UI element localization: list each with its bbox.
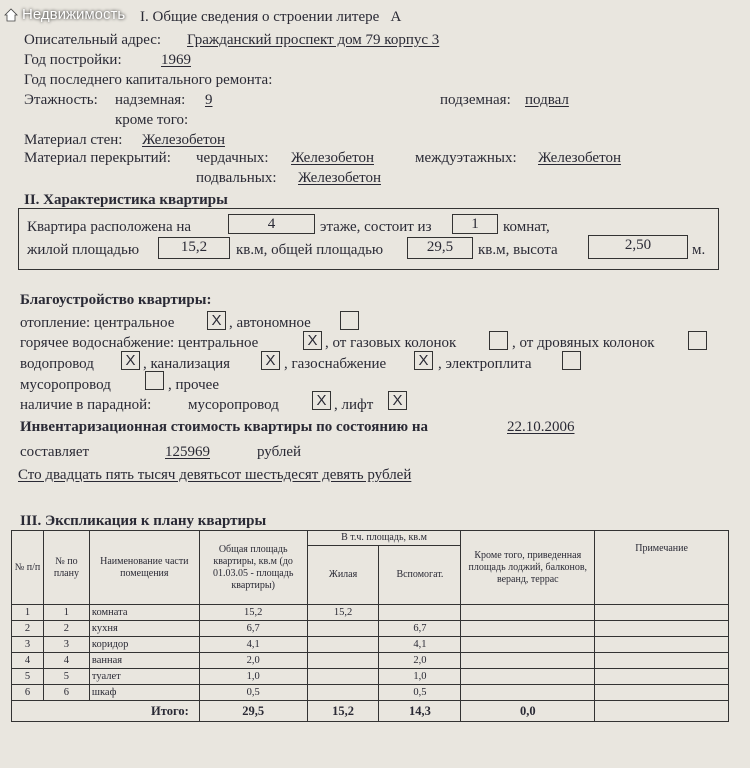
consists-label: этаже, состоит из <box>320 219 432 235</box>
section1-title: I. Общие сведения о строении литере А <box>140 9 402 25</box>
cell-name: туалет <box>89 669 199 685</box>
total-living-sum: 15,2 <box>307 701 379 722</box>
cell-total: 2,0 <box>199 653 307 669</box>
table-row <box>12 637 729 653</box>
basement-label: подвальных: <box>196 170 277 186</box>
table-row <box>12 621 729 637</box>
cell-note <box>595 605 729 621</box>
total-area-field: 29,5 <box>407 237 473 259</box>
cell-num: 2 <box>12 621 44 637</box>
home-icon <box>4 8 18 22</box>
total-label: Итого: <box>12 701 200 722</box>
above-value: 9 <box>205 92 213 108</box>
header-incl: В т.ч. площадь, кв.м <box>307 531 461 546</box>
lift-label: , лифт <box>334 397 374 413</box>
cost-date: 22.10.2006 <box>507 419 575 435</box>
cell-living <box>307 621 379 637</box>
rooms-label: комнат, <box>503 219 550 235</box>
total-note <box>595 701 729 722</box>
cell-num: 6 <box>12 685 44 701</box>
attic-label: чердачных: <box>196 150 269 166</box>
cell-extra <box>461 621 595 637</box>
gas-supply-checkbox[interactable]: X <box>414 351 433 370</box>
header-extra: Кроме того, приведенная площадь лоджий, балконов, веранд, террас <box>461 531 595 605</box>
gas-columns-label: , от газовых колонок <box>325 335 457 351</box>
walls-value: Железобетон <box>142 132 225 148</box>
living-area-label: жилой площадью <box>27 242 140 258</box>
cell-aux <box>379 605 461 621</box>
chute-checkbox[interactable] <box>145 371 164 390</box>
cell-aux: 6,7 <box>379 621 461 637</box>
hotwater-label: горячее водоснабжение: центральное <box>20 335 259 351</box>
table-row <box>12 685 729 701</box>
cell-plan: 5 <box>43 669 89 685</box>
hotwater-gas-checkbox[interactable] <box>489 331 508 350</box>
besides-label: кроме того: <box>115 112 189 128</box>
cell-note <box>595 685 729 701</box>
heating-autonomous-checkbox[interactable] <box>340 311 359 330</box>
m-label: м. <box>692 242 706 258</box>
cell-plan: 4 <box>43 653 89 669</box>
cell-living <box>307 669 379 685</box>
floor-field: 4 <box>228 214 315 234</box>
cell-plan: 3 <box>43 637 89 653</box>
header-num: № п/п <box>12 531 44 605</box>
wood-columns-label: , от дровяных колонок <box>512 335 655 351</box>
cell-living: 15,2 <box>307 605 379 621</box>
amount-words: Сто двадцать пять тысяч девятьсот шестьдесят девять рублей <box>18 467 412 483</box>
elec-stove-checkbox[interactable] <box>562 351 581 370</box>
amount-value: 125969 <box>165 444 210 460</box>
cell-plan: 1 <box>43 605 89 621</box>
sewer-checkbox[interactable]: X <box>261 351 280 370</box>
year-value: 1969 <box>161 52 191 68</box>
entrance-chute-label: мусоропровод <box>188 397 279 413</box>
total-area-sum: 29,5 <box>199 701 307 722</box>
chute-label: мусоропровод <box>20 377 111 393</box>
cell-note <box>595 621 729 637</box>
cell-plan: 6 <box>43 685 89 701</box>
cell-num: 4 <box>12 653 44 669</box>
cell-extra <box>461 685 595 701</box>
cost-label: Инвентаризационная стоимость квартиры по состоянию на <box>20 419 428 435</box>
height-field: 2,50 <box>588 235 688 259</box>
cell-total: 6,7 <box>199 621 307 637</box>
ceil-label: Материал перекрытий: <box>24 150 171 166</box>
total-area-label: кв.м, общей площадью <box>236 242 384 258</box>
year-label: Год постройки: <box>24 52 122 68</box>
cell-num: 1 <box>12 605 44 621</box>
cell-name: шкаф <box>89 685 199 701</box>
cell-num: 3 <box>12 637 44 653</box>
rooms-field: 1 <box>452 214 498 234</box>
table-total-row <box>12 701 729 722</box>
entrance-chute-checkbox[interactable]: X <box>312 391 331 410</box>
sewer-label: , канализация <box>143 356 231 372</box>
cell-name: ванная <box>89 653 199 669</box>
entrance-label: наличие в парадной: <box>20 397 152 413</box>
other-label: , прочее <box>168 377 219 393</box>
header-aux: Вспомогат. <box>379 546 461 605</box>
water-checkbox[interactable]: X <box>121 351 140 370</box>
address-label: Описательный адрес: <box>24 32 162 48</box>
table-row <box>12 653 729 669</box>
cell-extra <box>461 637 595 653</box>
cell-name: комната <box>89 605 199 621</box>
header-living: Жилая <box>307 546 379 605</box>
header-plan: № по плану <box>43 531 89 605</box>
floors-label: Этажность: <box>24 92 98 108</box>
attic-value: Железобетон <box>291 150 374 166</box>
living-area-field: 15,2 <box>158 237 230 259</box>
inter-label: междуэтажных: <box>415 150 517 166</box>
heating-central-checkbox[interactable]: X <box>207 311 226 330</box>
cell-note <box>595 669 729 685</box>
lift-checkbox[interactable]: X <box>388 391 407 410</box>
watermark-text: Недвижимость <box>22 6 126 23</box>
table-row <box>12 669 729 685</box>
total-aux-sum: 14,3 <box>379 701 461 722</box>
cell-aux: 0,5 <box>379 685 461 701</box>
cell-num: 5 <box>12 669 44 685</box>
header-name: Наименование части помещения <box>89 531 199 605</box>
cell-plan: 2 <box>43 621 89 637</box>
autonomous-label: , автономное <box>229 315 311 331</box>
below-label: подземная: <box>440 92 511 108</box>
amenities-title: Благоустройство квартиры: <box>20 292 212 308</box>
table-header-row <box>12 531 729 546</box>
repair-label: Год последнего капитального ремонта: <box>24 72 273 88</box>
section3-title: III. Экспликация к плану квартиры <box>20 513 267 529</box>
cell-total: 1,0 <box>199 669 307 685</box>
table-row <box>12 605 729 621</box>
cell-aux: 2,0 <box>379 653 461 669</box>
cell-living <box>307 685 379 701</box>
cell-note <box>595 637 729 653</box>
below-value: подвал <box>525 92 569 108</box>
cell-note <box>595 653 729 669</box>
walls-label: Материал стен: <box>24 132 123 148</box>
amount-label: составляет <box>20 444 90 460</box>
currency-label: рублей <box>257 444 302 460</box>
cell-living <box>307 637 379 653</box>
gas-supply-label: , газоснабжение <box>284 356 387 372</box>
above-label: надземная: <box>115 92 186 108</box>
cell-living <box>307 653 379 669</box>
water-label: водопровод <box>20 356 94 372</box>
cell-extra <box>461 669 595 685</box>
explication-table <box>11 530 729 722</box>
cell-name: коридор <box>89 637 199 653</box>
cell-aux: 1,0 <box>379 669 461 685</box>
address-value: Гражданский проспект дом 79 корпус 3 <box>187 32 440 48</box>
cell-aux: 4,1 <box>379 637 461 653</box>
elec-stove-label: , электроплита <box>438 356 532 372</box>
cell-extra <box>461 605 595 621</box>
header-note: Примечание <box>595 531 729 605</box>
cell-total: 4,1 <box>199 637 307 653</box>
inter-value: Железобетон <box>538 150 621 166</box>
cell-extra <box>461 653 595 669</box>
cell-total: 0,5 <box>199 685 307 701</box>
total-extra-sum: 0,0 <box>461 701 595 722</box>
heating-label: отопление: центральное <box>20 315 175 331</box>
header-total: Общая площадь квартиры, кв.м (до 01.03.05 - площадь квартиры) <box>199 531 307 605</box>
section2-title: II. Характеристика квартиры <box>24 192 228 208</box>
hotwater-wood-checkbox[interactable] <box>688 331 707 350</box>
located-label: Квартира расположена на <box>27 219 192 235</box>
hotwater-central-checkbox[interactable]: X <box>303 331 322 350</box>
cell-total: 15,2 <box>199 605 307 621</box>
cell-name: кухня <box>89 621 199 637</box>
basement-value: Железобетон <box>298 170 381 186</box>
height-label: кв.м, высота <box>478 242 558 258</box>
